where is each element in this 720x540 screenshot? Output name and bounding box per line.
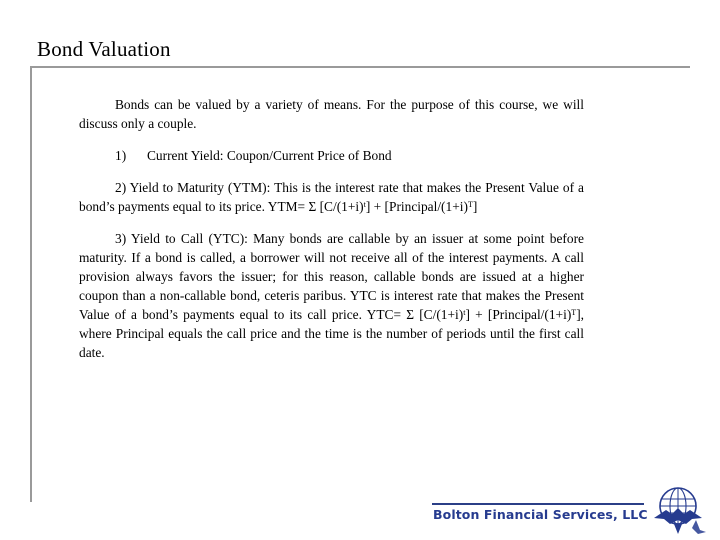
list-item-text: 3) Yield to Call (YTC): Many bonds are callable by an issuer at some point before maturity. If a bond is called, a borrower will not receive all of the interest payments. A call provision always favors the issuer; for this reason, callable bonds are issued at a higher coupon than a non-callable bond, ceteris paribus. YTC is interest rate that makes the Present Value of a bond’s payments equal to its call price. YTC= Σ [C/(1+i) bbox=[79, 231, 584, 322]
page-title: Bond Valuation bbox=[37, 37, 171, 61]
list-item-current-yield bbox=[79, 146, 584, 165]
left-margin-line bbox=[30, 66, 32, 502]
superscript-t: t bbox=[463, 308, 466, 317]
company-name: Bolton Financial Services, LLC bbox=[433, 507, 648, 522]
globe-eagle-logo-icon bbox=[652, 484, 708, 536]
list-item-ytc bbox=[79, 229, 584, 362]
list-item-text-mid: ] + [Principal/(1+i) bbox=[465, 307, 572, 322]
superscript-t: t bbox=[363, 200, 366, 209]
list-item-number: 1) bbox=[115, 148, 127, 163]
superscript-T: T bbox=[571, 308, 577, 317]
superscript-T: T bbox=[467, 200, 473, 209]
list-item-text: 2) Yield to Maturity (YTM): This is the interest rate that makes the Present Value of a bond’s payments equal to its price. YTM= Σ [C/(1+i) bbox=[79, 180, 584, 214]
title-divider bbox=[32, 66, 690, 68]
list-item-text: Current Yield: Coupon/Current Price of Bond bbox=[147, 148, 392, 163]
list-item-ytm bbox=[79, 178, 584, 216]
list-item-text-mid: ] + [Principal/(1+i) bbox=[365, 199, 468, 214]
list-item-text-end: ], where Principal equals the call price and the time is the number of periods until the first call date. bbox=[79, 307, 584, 360]
intro-paragraph: Bonds can be valued by a variety of means. For the purpose of this course, we will discuss only a couple. bbox=[79, 97, 584, 131]
body-text bbox=[79, 95, 584, 362]
footer-divider bbox=[432, 503, 644, 505]
list-item-text-end: ] bbox=[472, 199, 478, 214]
